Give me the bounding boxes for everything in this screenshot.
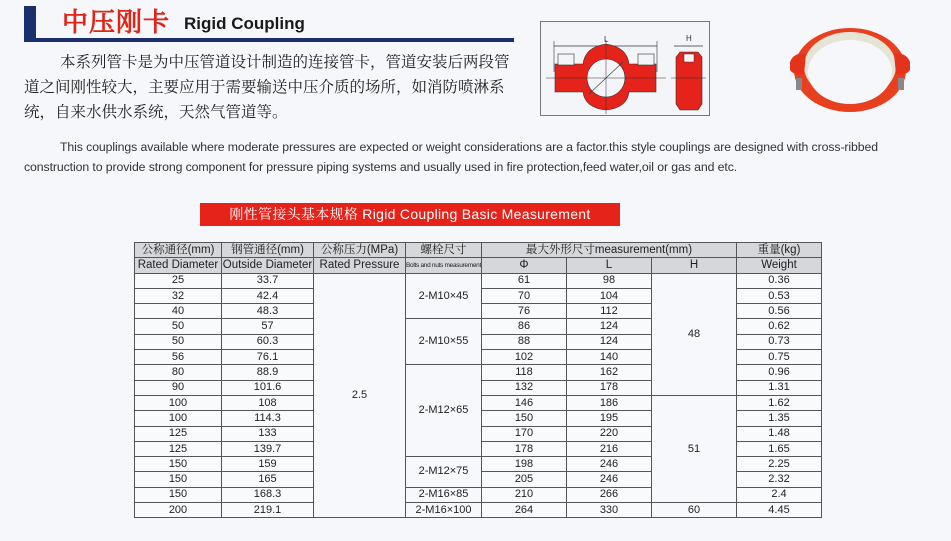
cell-rated: 125	[135, 441, 222, 456]
cell-bolts: 2-M12×65	[406, 365, 482, 457]
cell-phi: 150	[482, 411, 567, 426]
cell-bolts: 2-M10×55	[406, 319, 482, 365]
cell-od: 133	[222, 426, 314, 441]
col-bolts-cn: 螺栓尺寸	[406, 243, 482, 258]
cell-H: 51	[652, 395, 737, 502]
cell-rated: 150	[135, 472, 222, 487]
cell-rated: 90	[135, 380, 222, 395]
page-title-en: Rigid Coupling	[184, 14, 305, 33]
cell-rated: 25	[135, 273, 222, 288]
cell-weight: 2.4	[737, 487, 822, 502]
cell-L: 162	[567, 365, 652, 380]
col-phi: Φ	[482, 258, 567, 273]
cell-bolts: 2-M16×85	[406, 487, 482, 502]
cell-rated: 150	[135, 457, 222, 472]
cell-L: 124	[567, 319, 652, 334]
col-weight-cn: 重量(kg)	[737, 243, 822, 258]
cell-phi: 198	[482, 457, 567, 472]
cell-bolts: 2-M10×45	[406, 273, 482, 319]
cell-L: 104	[567, 288, 652, 303]
cell-weight: 0.96	[737, 365, 822, 380]
cell-L: 186	[567, 395, 652, 410]
cell-rated: 50	[135, 334, 222, 349]
cell-L: 124	[567, 334, 652, 349]
description-cn: 本系列管卡是为中压管道设计制造的连接管卡，管道安装后两段管道之间刚性较大，主要应用于需要输送中压介质的场所，如消防喷淋系统，自来水供水系统，天然气管道等。	[24, 53, 510, 121]
cell-weight: 1.48	[737, 426, 822, 441]
cell-L: 112	[567, 304, 652, 319]
cell-weight: 1.31	[737, 380, 822, 395]
cell-weight: 0.53	[737, 288, 822, 303]
cell-rated: 200	[135, 503, 222, 518]
coupling-photo	[770, 18, 930, 118]
spec-banner: 刚性管接头基本规格 Rigid Coupling Basic Measurement	[200, 203, 620, 226]
cell-od: 57	[222, 319, 314, 334]
cell-L: 330	[567, 503, 652, 518]
cell-phi: 102	[482, 350, 567, 365]
cell-od: 219.1	[222, 503, 314, 518]
col-L: L	[567, 258, 652, 273]
cell-phi: 210	[482, 487, 567, 502]
cell-od: 165	[222, 472, 314, 487]
cell-weight: 0.62	[737, 319, 822, 334]
cell-od: 33.7	[222, 273, 314, 288]
cell-weight: 1.35	[737, 411, 822, 426]
col-pressure-en: Rated Pressure	[314, 258, 406, 273]
cell-weight: 0.75	[737, 350, 822, 365]
cell-L: 98	[567, 273, 652, 288]
cell-od: 60.3	[222, 334, 314, 349]
cell-phi: 205	[482, 472, 567, 487]
col-rated-diameter-cn: 公称通径(mm)	[135, 243, 222, 258]
page-title-cn: 中压刚卡	[62, 8, 171, 38]
cell-phi: 86	[482, 319, 567, 334]
cell-phi: 118	[482, 365, 567, 380]
cell-bolts: 2-M12×75	[406, 457, 482, 488]
col-pressure-cn: 公称压力(MPa)	[314, 243, 406, 258]
header-row-2	[135, 258, 822, 273]
cell-phi: 146	[482, 395, 567, 410]
col-bolts-en: Bolts and nuts measurement	[406, 258, 482, 273]
cell-phi: 178	[482, 441, 567, 456]
cell-phi: 70	[482, 288, 567, 303]
cell-rated: 50	[135, 319, 222, 334]
cell-bolts: 2-M16×100	[406, 503, 482, 518]
cell-od: 159	[222, 457, 314, 472]
cell-rated: 125	[135, 426, 222, 441]
title-block-icon	[24, 6, 36, 40]
col-rated-diameter-en: Rated Diameter	[135, 258, 222, 273]
cell-rated: 80	[135, 365, 222, 380]
cell-phi: 76	[482, 304, 567, 319]
cell-od: 108	[222, 395, 314, 410]
table-row	[135, 503, 822, 518]
cell-phi: 61	[482, 273, 567, 288]
header-row-1	[135, 243, 822, 258]
cell-weight: 0.56	[737, 304, 822, 319]
cell-rated: 56	[135, 350, 222, 365]
cell-L: 220	[567, 426, 652, 441]
cell-weight: 2.32	[737, 472, 822, 487]
cell-od: 101.6	[222, 380, 314, 395]
table-row	[135, 273, 822, 288]
col-measurement: 最大外形尺寸measurement(mm)	[482, 243, 737, 258]
cell-rated: 150	[135, 487, 222, 502]
col-weight-en: Weight	[737, 258, 822, 273]
coupling-diagram-icon	[540, 21, 710, 116]
cell-L: 195	[567, 411, 652, 426]
label-L: L	[604, 35, 609, 44]
cell-L: 266	[567, 487, 652, 502]
cell-od: 168.3	[222, 487, 314, 502]
spec-table	[134, 242, 822, 518]
description-en: This couplings available where moderate pressures are expected or weight considerations are a factor.this style couplings are designed with cross-ribbed construction to provide strong component for pressure piping systems and usually used in fire protection,feed water,oil or gas and etc.	[24, 140, 879, 174]
cell-od: 139.7	[222, 441, 314, 456]
cell-weight: 0.36	[737, 273, 822, 288]
cell-rated: 40	[135, 304, 222, 319]
col-H: H	[652, 258, 737, 273]
cell-phi: 170	[482, 426, 567, 441]
cell-L: 246	[567, 472, 652, 487]
label-H: H	[686, 34, 692, 43]
cell-phi: 264	[482, 503, 567, 518]
cell-H: 48	[652, 273, 737, 395]
cell-phi: 88	[482, 334, 567, 349]
cell-rated: 32	[135, 288, 222, 303]
cell-od: 114.3	[222, 411, 314, 426]
cell-weight: 0.73	[737, 334, 822, 349]
cell-phi: 132	[482, 380, 567, 395]
cell-weight: 1.65	[737, 441, 822, 456]
col-outside-diameter-cn: 钢管通径(mm)	[222, 243, 314, 258]
cell-weight: 1.62	[737, 395, 822, 410]
cell-L: 216	[567, 441, 652, 456]
cell-L: 246	[567, 457, 652, 472]
cell-od: 48.3	[222, 304, 314, 319]
cell-weight: 4.45	[737, 503, 822, 518]
cell-rated: 100	[135, 411, 222, 426]
cell-L: 178	[567, 380, 652, 395]
cell-od: 76.1	[222, 350, 314, 365]
cell-od: 42.4	[222, 288, 314, 303]
cell-rated: 100	[135, 395, 222, 410]
title-rule	[24, 38, 514, 42]
cell-pressure: 2.5	[314, 273, 406, 518]
cell-weight: 2.25	[737, 457, 822, 472]
cell-L: 140	[567, 350, 652, 365]
col-outside-diameter-en: Outside Diameter	[222, 258, 314, 273]
cell-H: 60	[652, 503, 737, 518]
cell-od: 88.9	[222, 365, 314, 380]
